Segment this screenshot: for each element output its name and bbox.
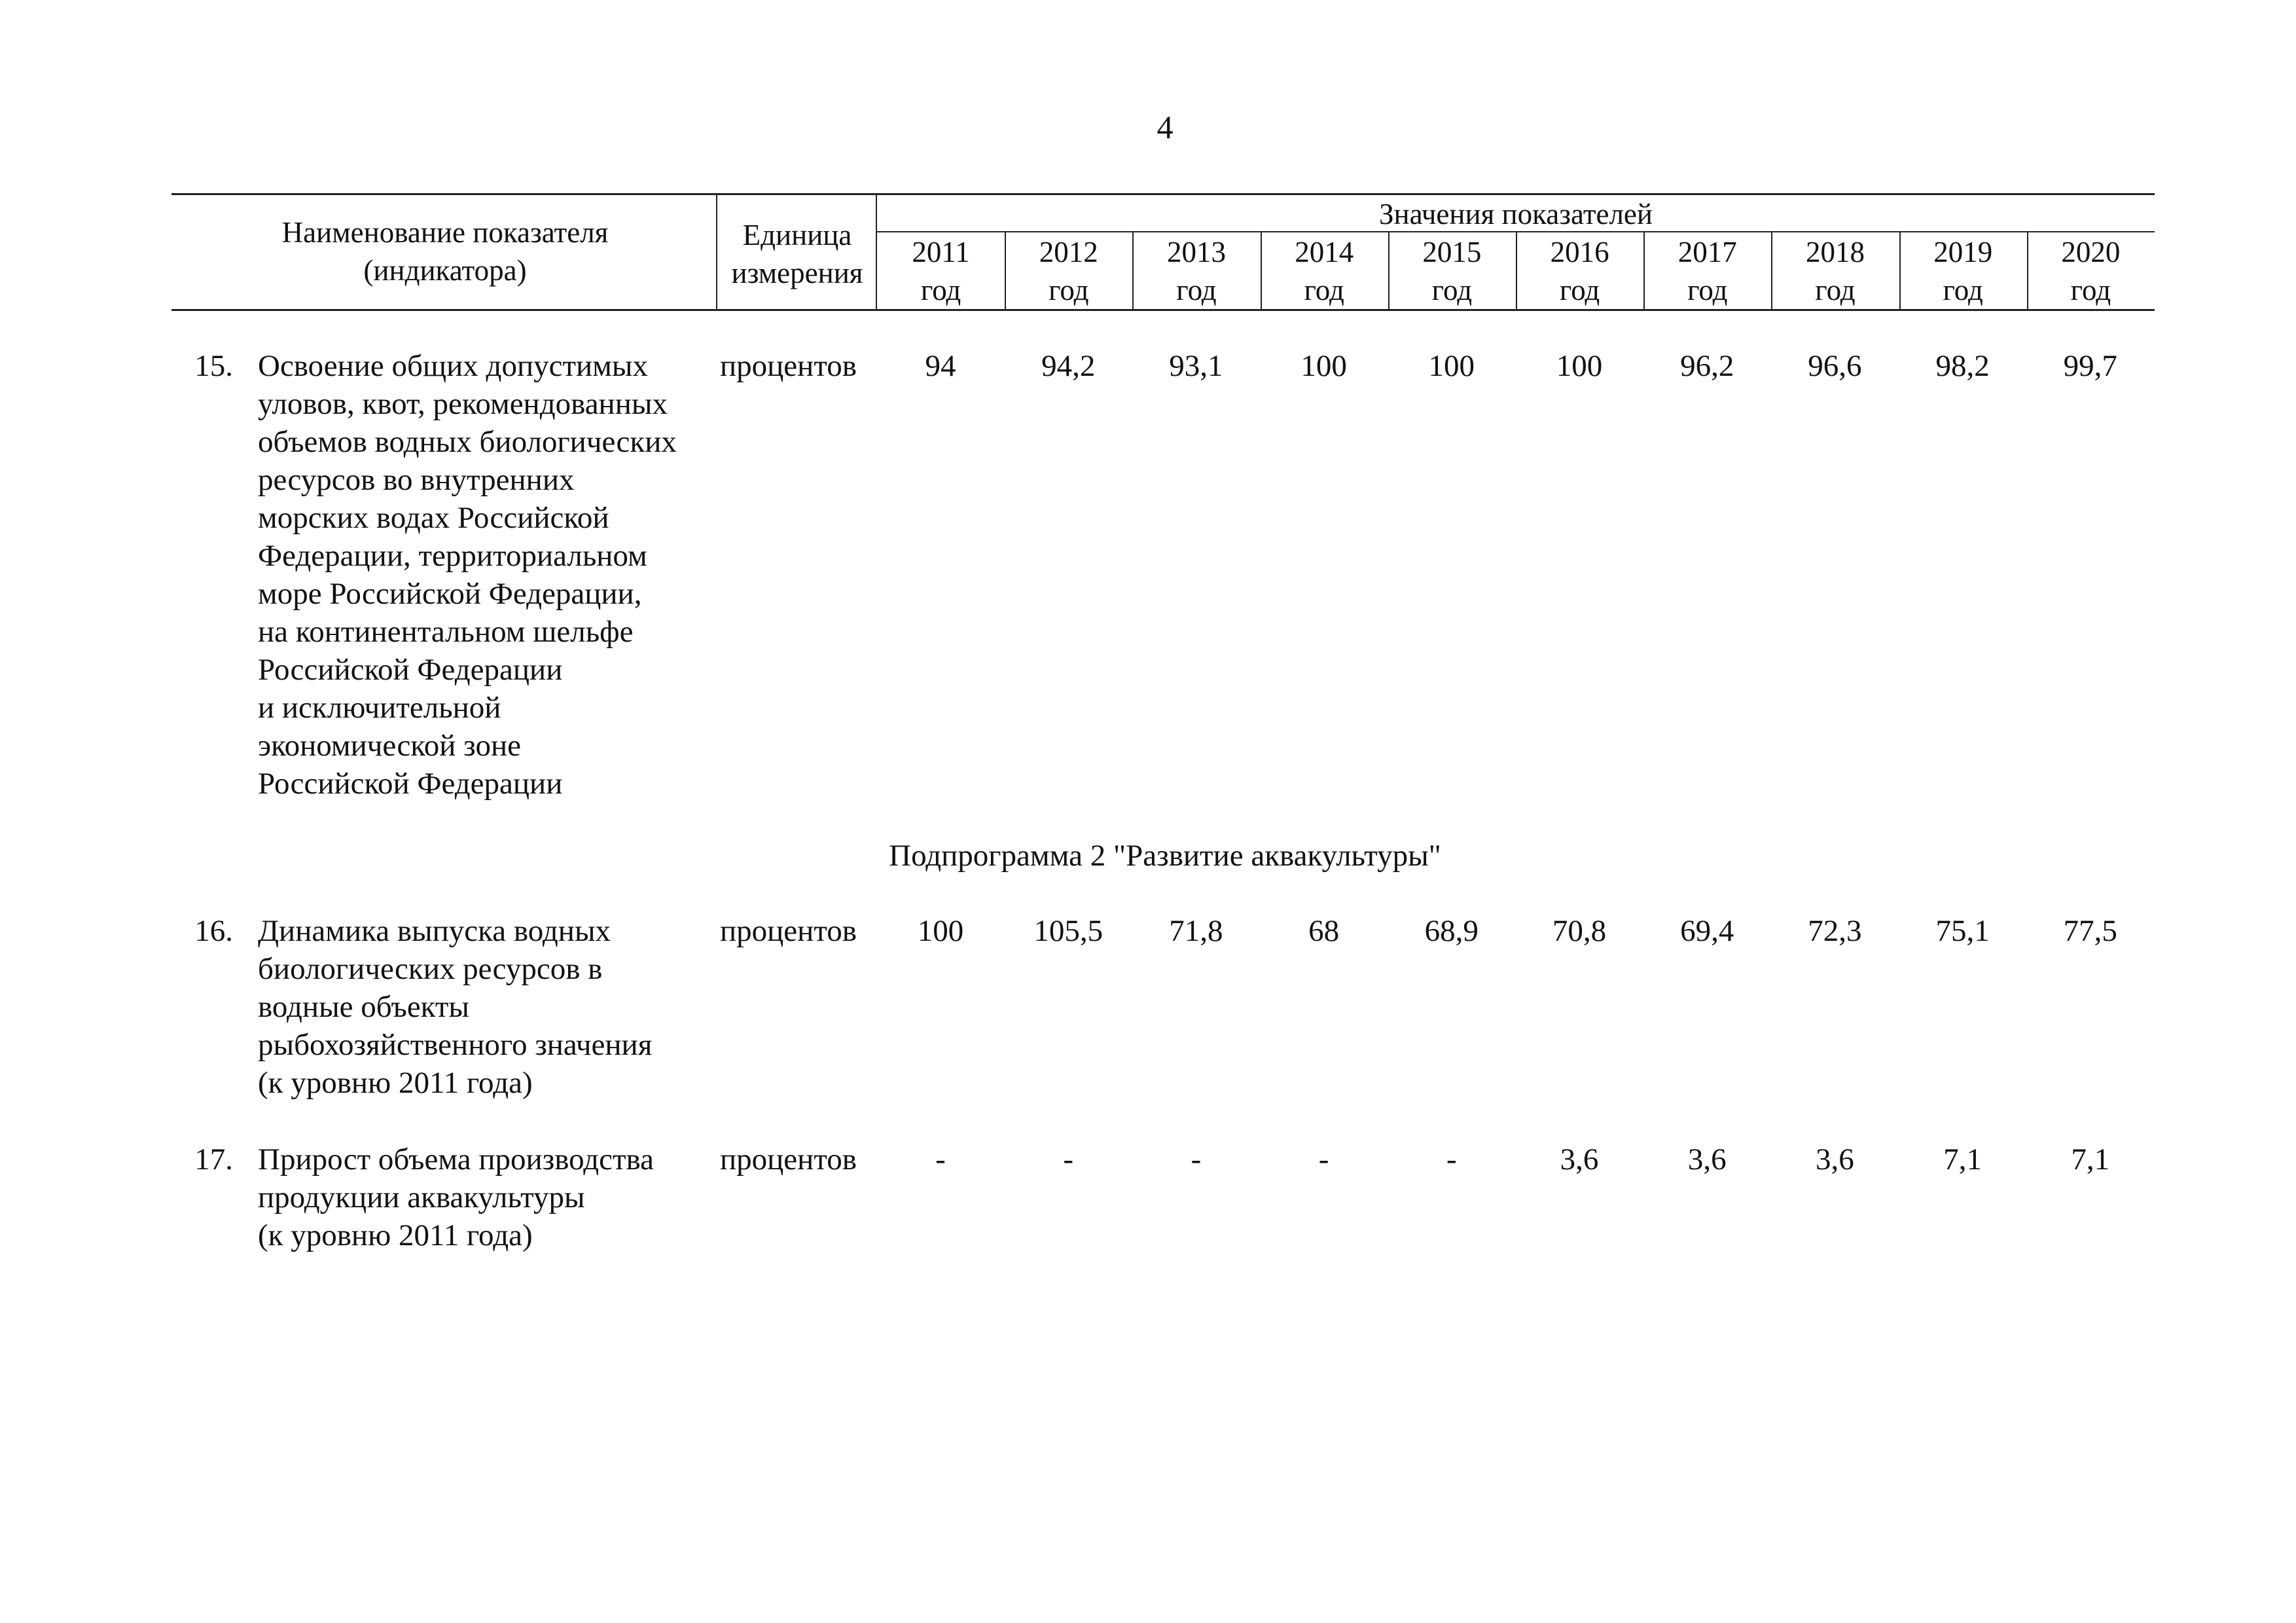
value-cell-2015: - [1446, 1142, 1457, 1176]
indicator-name-line: объемов водных биологических [258, 425, 677, 459]
header-name-line1: Наименование показателя [281, 216, 609, 249]
row-16-name [258, 912, 652, 1102]
value-cell-2011: 94 [925, 349, 956, 383]
value-cell-2017: 96,2 [1680, 349, 1734, 383]
year-header-2011: 2011 [912, 236, 970, 268]
row-16-unit: процентов [720, 914, 857, 948]
header-unit-line1: Единица [742, 219, 852, 251]
indicator-name-line: Прирост объема производства [258, 1142, 654, 1176]
value-cell-2015: 100 [1428, 349, 1475, 383]
value-cell-2018: 96,6 [1808, 349, 1862, 383]
indicator-name-line: море Российской Федерации, [258, 577, 642, 611]
row-17-name [258, 1140, 654, 1254]
year-header-word: год [1176, 274, 1217, 306]
value-cell-2011: 100 [917, 914, 964, 948]
indicator-name-line: продукции аквакультуры [258, 1180, 585, 1214]
value-cell-2012: 94,2 [1041, 349, 1096, 383]
value-cell-2016: 100 [1556, 349, 1603, 383]
row-15-name [258, 347, 677, 803]
year-header-word: год [920, 274, 961, 306]
year-header-word: год [1687, 274, 1728, 306]
year-header-word: год [1943, 274, 1983, 306]
year-header-2012: 2012 [1039, 236, 1098, 268]
row-17-unit: процентов [720, 1142, 857, 1176]
value-cell-2014: 68 [1308, 914, 1340, 948]
value-cell-2013: 71,8 [1169, 914, 1223, 948]
year-header-word: год [2070, 274, 2111, 306]
indicator-name-line: на континентальном шельфе [258, 615, 634, 649]
header-values-title: Значения показателей [1379, 198, 1653, 230]
year-header-word: год [1304, 274, 1344, 306]
indicator-name-line: водные объекты [258, 990, 470, 1024]
year-header-word: год [1431, 274, 1473, 306]
row-15-unit: процентов [720, 349, 857, 383]
value-cell-2020: 77,5 [2063, 914, 2117, 948]
value-cell-2019: 98,2 [1935, 349, 1990, 383]
indicator-name-line: морских водах Российской [258, 501, 609, 535]
indicator-name-line: рыбохозяйственного значения [258, 1028, 653, 1062]
indicator-name-line: Российской Федерации [258, 767, 563, 801]
value-cell-2011: - [935, 1142, 946, 1176]
row-15-number: 15. [194, 349, 233, 383]
value-cell-2019: 75,1 [1935, 914, 1990, 948]
row-17-number: 17. [194, 1142, 233, 1176]
value-cell-2014: - [1318, 1142, 1329, 1176]
row-16-number: 16. [194, 914, 233, 948]
value-cell-2019: 7,1 [1943, 1142, 1982, 1176]
indicator-name-line: экономической зоне [258, 729, 521, 763]
value-cell-2020: 7,1 [2071, 1142, 2110, 1176]
value-cell-2018: 3,6 [1816, 1142, 1854, 1176]
value-cell-2016: 70,8 [1552, 914, 1607, 948]
indicator-name-line: ресурсов во внутренних [258, 463, 575, 497]
col-divider-name-unit [716, 194, 717, 310]
year-header-word: год [1049, 274, 1089, 306]
year-header-2017: 2017 [1677, 236, 1737, 268]
value-cell-2020: 99,7 [2063, 349, 2117, 383]
year-header-2019: 2019 [1933, 236, 1993, 268]
value-cell-2017: 3,6 [1687, 1142, 1727, 1176]
indicator-name-line: Федерации, территориальном [258, 539, 647, 573]
year-header-2016: 2016 [1550, 236, 1609, 268]
value-cell-2015: 68,9 [1424, 914, 1479, 948]
year-header-word: год [1815, 274, 1856, 306]
subprogram-title: Подпрограмма 2 "Развитие аквакультуры" [889, 839, 1441, 873]
value-cell-2017: 69,4 [1680, 914, 1734, 948]
year-header-word: год [1559, 274, 1600, 306]
indicator-name-line: (к уровню 2011 года) [258, 1066, 533, 1100]
indicator-name-line: Освоение общих допустимых [258, 349, 648, 383]
value-cell-2013: 93,1 [1169, 349, 1223, 383]
indicator-name-line: Динамика выпуска водных [258, 914, 611, 948]
value-cell-2012: 105,5 [1033, 914, 1103, 948]
header-unit-line2: измерения [731, 257, 863, 289]
value-cell-2014: 100 [1300, 349, 1347, 383]
year-header-2018: 2018 [1805, 236, 1865, 268]
header-bottom-rule [171, 309, 2155, 311]
value-cell-2013: - [1191, 1142, 1202, 1176]
indicator-name-line: и исключительной [258, 691, 501, 725]
year-header-2020: 2020 [2061, 236, 2121, 268]
indicator-name-line: Российской Федерации [258, 653, 563, 687]
value-cell-2012: - [1063, 1142, 1074, 1176]
indicator-name-line: уловов, квот, рекомендованных [258, 387, 668, 421]
indicator-name-line: биологических ресурсов в [258, 952, 603, 986]
header-name-line2: (индикатора) [363, 254, 527, 287]
year-header-2015: 2015 [1422, 236, 1482, 268]
page-number: 4 [1157, 109, 1174, 145]
value-cell-2018: 72,3 [1808, 914, 1862, 948]
year-header-2013: 2013 [1166, 236, 1226, 268]
value-cell-2016: 3,6 [1560, 1142, 1599, 1176]
indicator-name-line: (к уровню 2011 года) [258, 1218, 533, 1252]
year-header-2014: 2014 [1295, 236, 1354, 268]
